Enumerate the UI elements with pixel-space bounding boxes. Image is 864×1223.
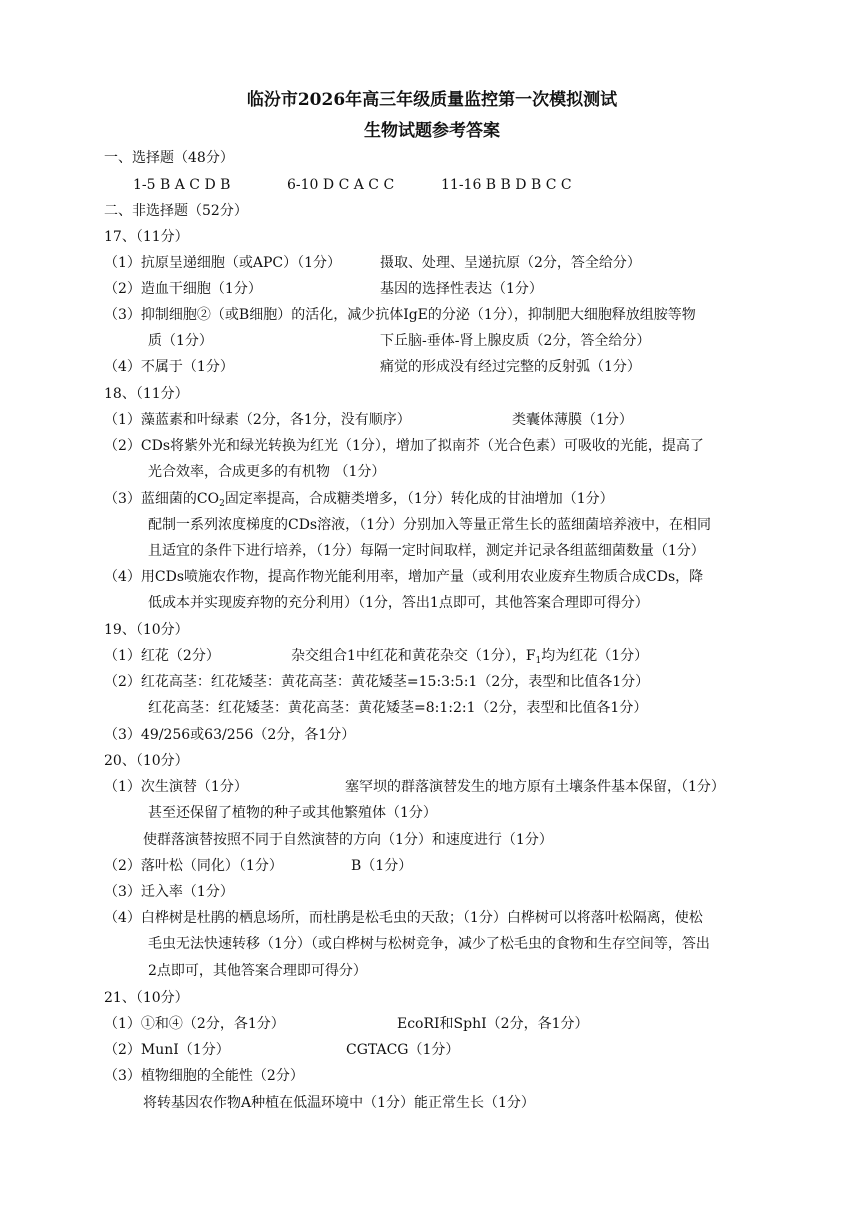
document-title: 临汾市2026年高三年级质量监控第一次模拟测试 — [246, 90, 618, 110]
q17-answer-1: （1）抗原呈递细胞（或APC）（1分） — [104, 255, 342, 271]
q20-answer-1: （1）次生演替（1分） — [104, 779, 248, 795]
q19-answer-2: （2）红花高茎：红花矮茎：黄花高茎：黄花矮茎=15:3:5:1（2分，表型和比值各1分） — [104, 674, 650, 690]
q20-answer-4-cont-1: 毛虫无法快速转移（1分）（或白桦树与松树竞争，减少了松毛虫的食物和生存空间等，答出 — [148, 936, 710, 952]
choice-answers-1-5: 1-5 B A C D B — [133, 177, 231, 193]
q18-answer-4: （4）用CDs喷施农作物，提高作物光能利用率，增加产量（或利用农业废弃生物质合成CDs，降 — [104, 569, 704, 585]
q19-answer-3: （3）49/256或63/256（2分，各1分） — [104, 727, 356, 743]
q18-answer-1: （1）藻蓝素和叶绿素（2分，各1分，没有顺序） — [104, 412, 411, 428]
q19-answer-1: （1）红花（2分） — [104, 648, 220, 664]
question-17-heading: 17、（11分） — [104, 229, 189, 245]
q20-answer-1-cont: 甚至还保留了植物的种子或其他繁殖体（1分） — [148, 805, 437, 821]
q21-answer-2: （2）MunI（1分） — [104, 1042, 230, 1058]
q21-answer-1: （1）①和④（2分，各1分） — [104, 1016, 285, 1032]
q17-answer-3: （3）抑制细胞②（或B细胞）的活化，减少抗体IgE的分泌（1分），抑制肥大细胞释放组胺等物 — [104, 307, 696, 323]
question-19-heading: 19、（10分） — [104, 622, 189, 638]
choice-answers-6-10: 6-10 D C A C C — [287, 177, 395, 193]
q20-answer-1-extra: 使群落演替按照不同于自然演替的方向（1分）和速度进行（1分） — [143, 832, 553, 848]
section-heading-choice: 一、选择题（48分） — [104, 150, 234, 166]
q17-answer-1b: 摄取、处理、呈递抗原（2分，答全给分） — [380, 255, 641, 271]
q18-answer-3-cont-2: 且适宜的条件下进行培养，（1分）每隔一定时间取样，测定并记录各组蓝细菌数量（1分） — [148, 543, 705, 559]
q17-answer-3-cont: 质（1分） — [148, 333, 213, 349]
q17-answer-3b: 下丘脑-垂体-肾上腺皮质（2分，答全给分） — [380, 333, 651, 349]
q20-answer-4-cont-2: 2点即可，其他答案合理即可得分） — [148, 963, 367, 979]
q21-answer-2b: CGTACG（1分） — [346, 1042, 460, 1058]
q17-answer-2: （2）造血干细胞（1分） — [104, 281, 262, 297]
q17-answer-4: （4）不属于（1分） — [104, 359, 234, 375]
question-20-heading: 20、（10分） — [104, 753, 189, 769]
q17-answer-4b: 痛觉的形成没有经过完整的反射弧（1分） — [380, 359, 641, 375]
section-heading-nonchoice: 二、非选择题（52分） — [104, 203, 248, 219]
q18-answer-2-cont: 光合效率，合成更多的有机物 （1分） — [148, 464, 386, 480]
question-21-heading: 21、（10分） — [104, 990, 189, 1006]
q18-answer-4-cont: 低成本并实现废弃物的充分利用）（1分，答出1点即可，其他答案合理即可得分） — [148, 595, 649, 611]
q19-answer-2-cont: 红花高茎：红花矮茎：黄花高茎：黄花矮茎=8:1:2:1（2分，表型和比值各1分） — [148, 700, 648, 716]
q21-answer-1b: EcoRI和SphI（2分，各1分） — [397, 1016, 589, 1032]
q20-answer-2b: B（1分） — [351, 858, 413, 874]
q19-answer-1b: 杂交组合1中红花和黄花杂交（1分），$F_1$均为红花（1分） — [291, 648, 649, 666]
choice-answers-11-16: 11-16 B B D B C C — [441, 177, 572, 193]
q20-answer-4: （4）白桦树是杜鹃的栖息场所，而杜鹃是松毛虫的天敌；（1分）白桦树可以将落叶松隔离，使松 — [104, 910, 703, 926]
q18-answer-3: （3）蓝细菌的$CO_2$固定率提高，合成糖类增多，（1分）转化成的甘油增加（1分） — [104, 491, 614, 509]
document-subtitle: 生物试题参考答案 — [364, 121, 500, 141]
q18-answer-2: （2）CDs将紫外光和绿光转换为红光（1分），增加了拟南芥（光合色素）可吸收的光能，提高了 — [104, 438, 704, 454]
q21-answer-3-cont: 将转基因农作物A种植在低温环境中（1分）能正常生长（1分） — [143, 1095, 535, 1111]
q18-answer-3-cont-1: 配制一系列浓度梯度的CDs溶液，（1分）分别加入等量正常生长的蓝细菌培养液中，在相同 — [148, 517, 712, 533]
question-18-heading: 18、（11分） — [104, 386, 189, 402]
q20-answer-3: （3）迁入率（1分） — [104, 884, 234, 900]
q17-answer-2b: 基因的选择性表达（1分） — [380, 281, 543, 297]
q18-answer-1b: 类囊体薄膜（1分） — [512, 412, 633, 428]
q20-answer-1b: 塞罕坝的群落演替发生的地方原有土壤条件基本保留，（1分） — [345, 779, 725, 795]
q20-answer-2: （2）落叶松（同化）（1分） — [104, 858, 283, 874]
q21-answer-3: （3）植物细胞的全能性（2分） — [104, 1068, 304, 1084]
